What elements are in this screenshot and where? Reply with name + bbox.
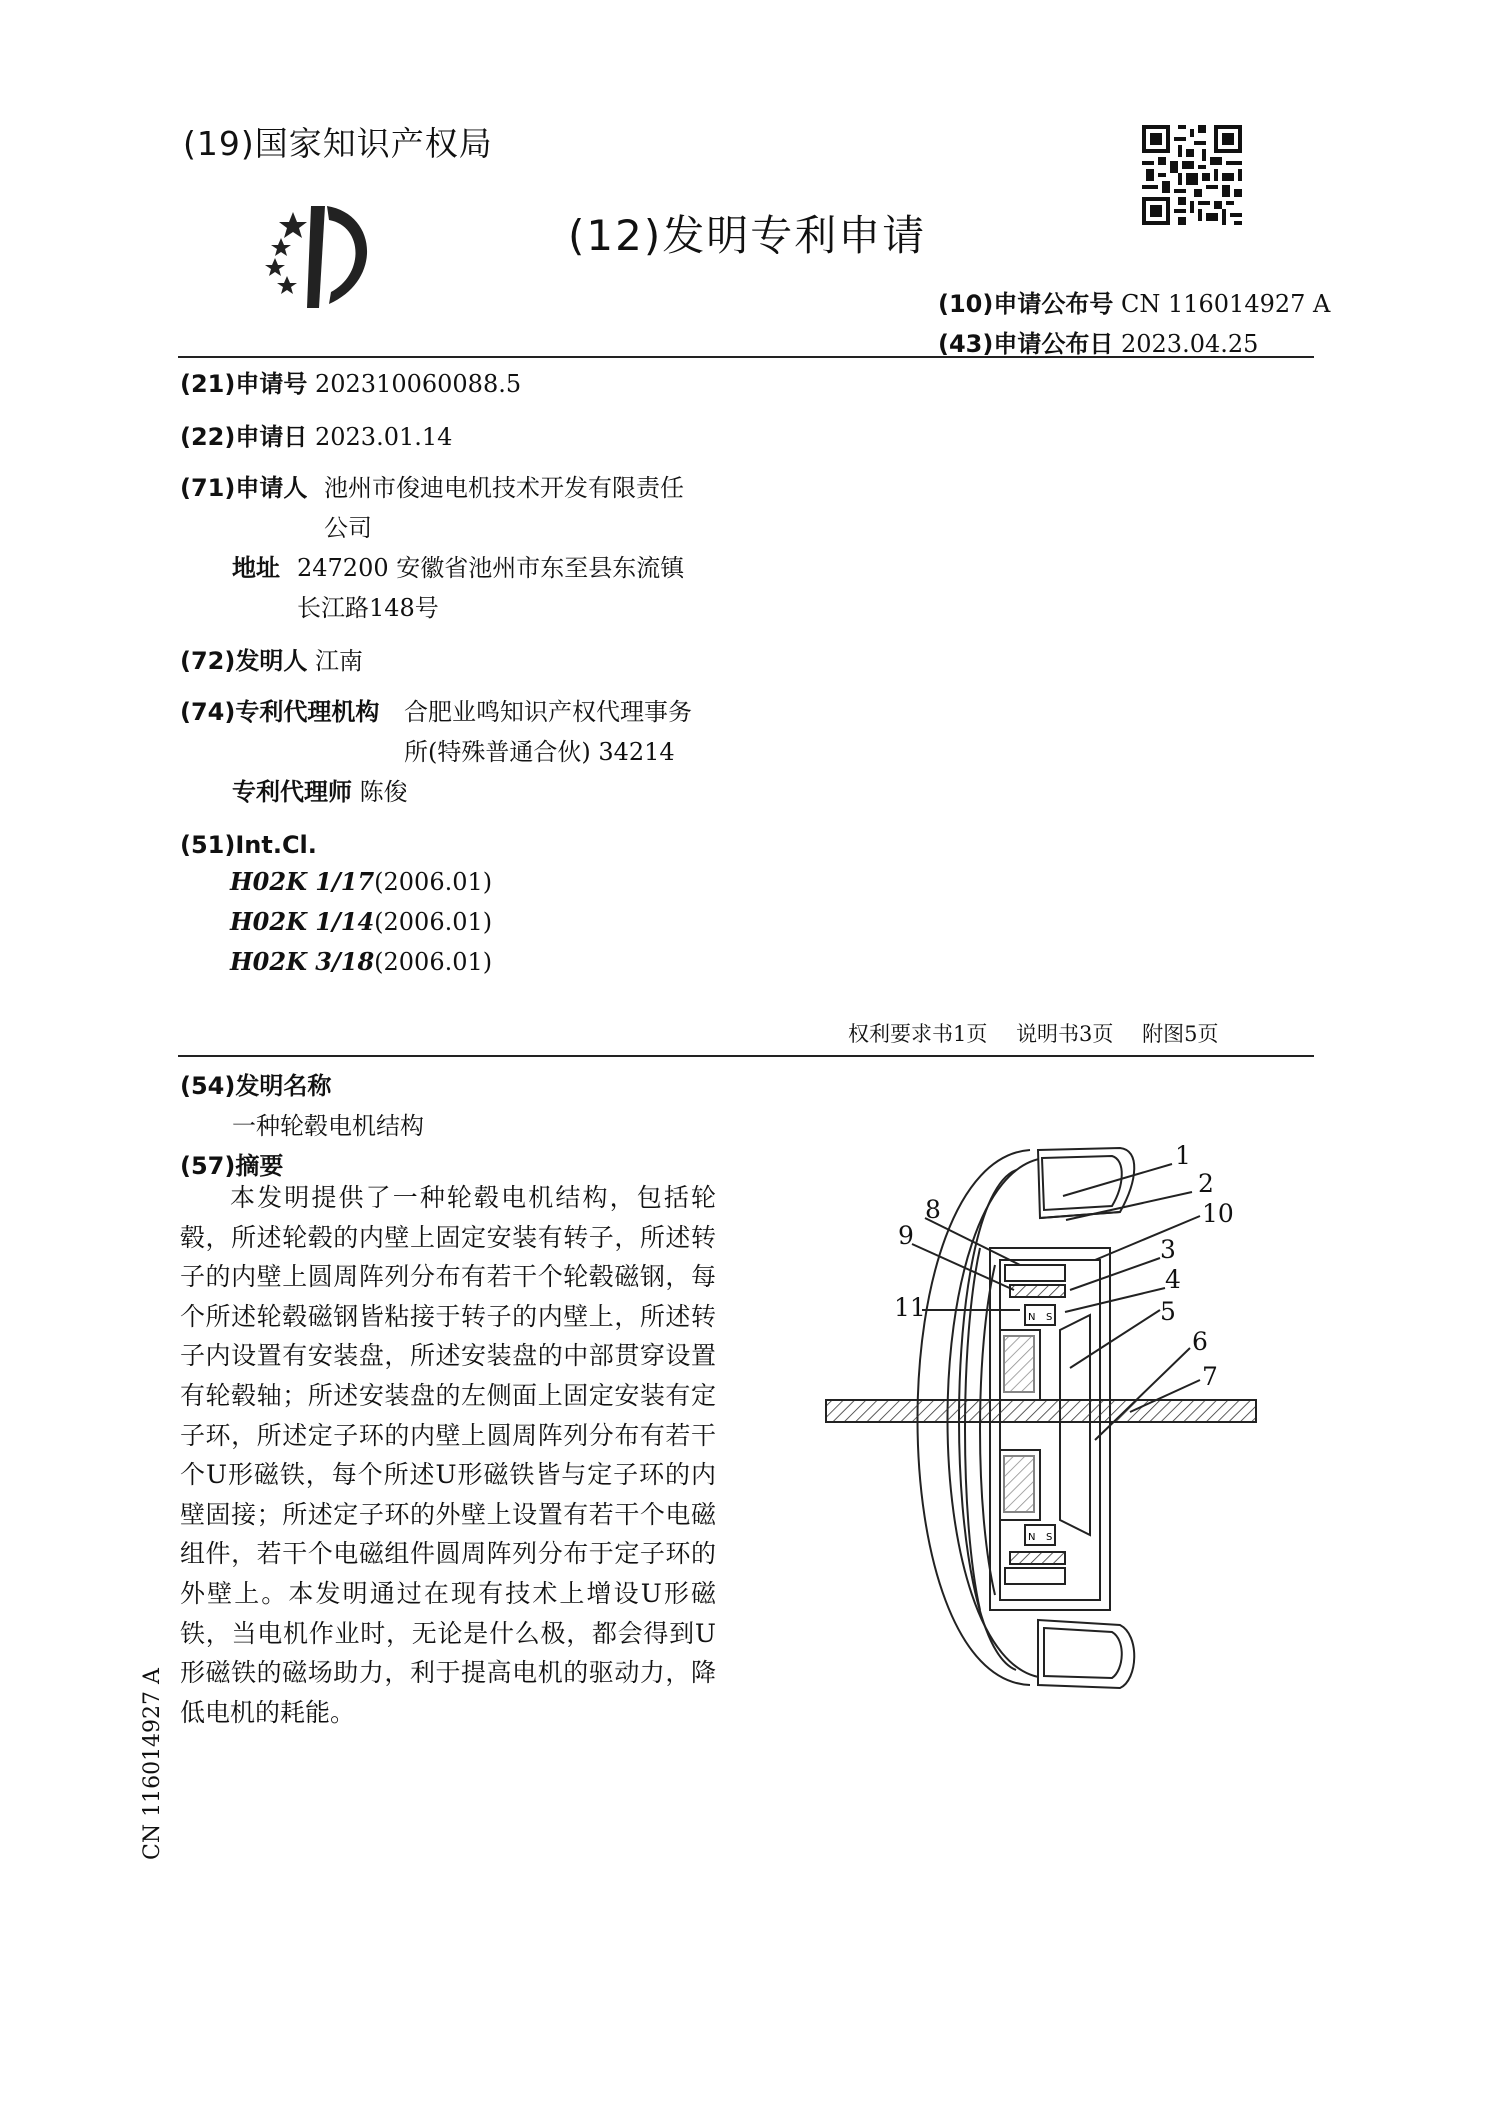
address-label: 地址 [232,554,280,582]
pub-number-row [938,284,1330,319]
app-number-row [180,364,521,404]
pub-date-label: (43)申请公布日 [938,330,1114,358]
label-8: 8 [925,1195,941,1224]
page-counts [848,1018,1241,1048]
drawing-pages: 附图5页 [1142,1022,1219,1046]
office-name: (19)国家知识产权局 [183,124,493,163]
agency-line1: 合肥业鸣知识产权代理事务 [404,698,692,726]
address-line1: 247200 安徽省池州市东至县东流镇 [297,554,685,582]
ipc-code-3: H02K 3/18(2006.01) [230,947,493,976]
address-line2: 长江路148号 [297,594,439,622]
label-7: 7 [1202,1362,1218,1391]
app-date-row [180,417,452,457]
magnet-s-bottom: S [1046,1532,1053,1543]
qr-code [1142,125,1242,225]
applicant-line1: 池州市俊迪电机技术开发有限责任 [324,474,684,502]
inventor: 江南 [314,647,363,675]
pub-number: CN 116014927 A [1120,290,1331,318]
app-number: 202310060088.5 [314,370,522,398]
ipc-code-1: H02K 1/17(2006.01) [230,867,493,896]
pub-date: 2023.04.25 [1120,330,1259,358]
invention-title: 一种轮毂电机结构 [232,1112,424,1140]
intcl-label: (51)Int.Cl. [180,831,317,859]
label-2: 2 [1198,1169,1214,1198]
agency-label: (74)专利代理机构 [180,698,380,726]
side-pub-number: CN 116014927 A [140,1668,165,1860]
abstract-label: (57)摘要 [180,1152,284,1180]
app-number-label: (21)申请号 [180,370,308,398]
label-9: 9 [898,1221,914,1250]
app-date-label: (22)申请日 [180,423,308,451]
agent-row [232,772,408,812]
hub-motor-figure [820,1140,1270,1700]
description-pages: 说明书3页 [1016,1022,1114,1046]
label-10: 10 [1202,1199,1234,1228]
magnet-n-top: N [1028,1312,1036,1323]
pub-date-row [938,324,1258,359]
inventor-row [180,641,363,681]
claims-pages: 权利要求书1页 [848,1022,988,1046]
label-11: 11 [894,1293,926,1322]
ipc-code-2: H02K 1/14(2006.01) [230,907,493,936]
cnipa-logo [245,200,395,315]
pub-number-label: (10)申请公布号 [938,290,1114,318]
magnet-n-bottom: N [1028,1532,1036,1543]
document-type: (12)发明专利申请 [568,211,927,260]
label-1: 1 [1175,1141,1191,1170]
label-4: 4 [1165,1265,1181,1294]
label-3: 3 [1160,1235,1176,1264]
magnet-s-top: S [1046,1312,1053,1323]
agency-line2: 所(特殊普通合伙) 34214 [404,738,675,766]
app-date: 2023.01.14 [314,423,453,451]
inventor-label: (72)发明人 [180,647,308,675]
label-6: 6 [1192,1327,1208,1356]
header-rule [178,356,1314,358]
applicant-label: (71)申请人 [180,474,308,502]
agent: 陈俊 [359,778,408,806]
applicant-line2: 公司 [324,514,372,542]
label-5: 5 [1160,1297,1176,1326]
title-label: (54)发明名称 [180,1072,332,1100]
section-rule [178,1055,1314,1057]
abstract-text: 本发明提供了一种轮毂电机结构，包括轮毂，所述轮毂的内壁上固定安装有转子，所述转子的内壁上圆周阵列分布有若干个轮毂磁钢，每个所述轮毂磁钢皆粘接于转子的内壁上，所述转子内设置有安装盘，所述安装盘的中部贯穿设置有轮毂轴；所述安装盘的左侧面上固定安装有定子环，所述定子环的内壁上圆周阵列分布有若干个U形磁铁，每个所述U形磁铁皆与定子环的内壁固接；所述定子环的外壁上设置有若干个电磁组件，若干个电磁组件圆周阵列分布于定子环的外壁上。本发明通过在现有技术上增设U形磁铁，当电机作业时，无论是什么极，都会得到U形磁铁的磁场助力，利于提高电机的驱动力，降低电机的耗能。 [180,1183,716,1727]
agent-label: 专利代理师 [232,778,352,806]
